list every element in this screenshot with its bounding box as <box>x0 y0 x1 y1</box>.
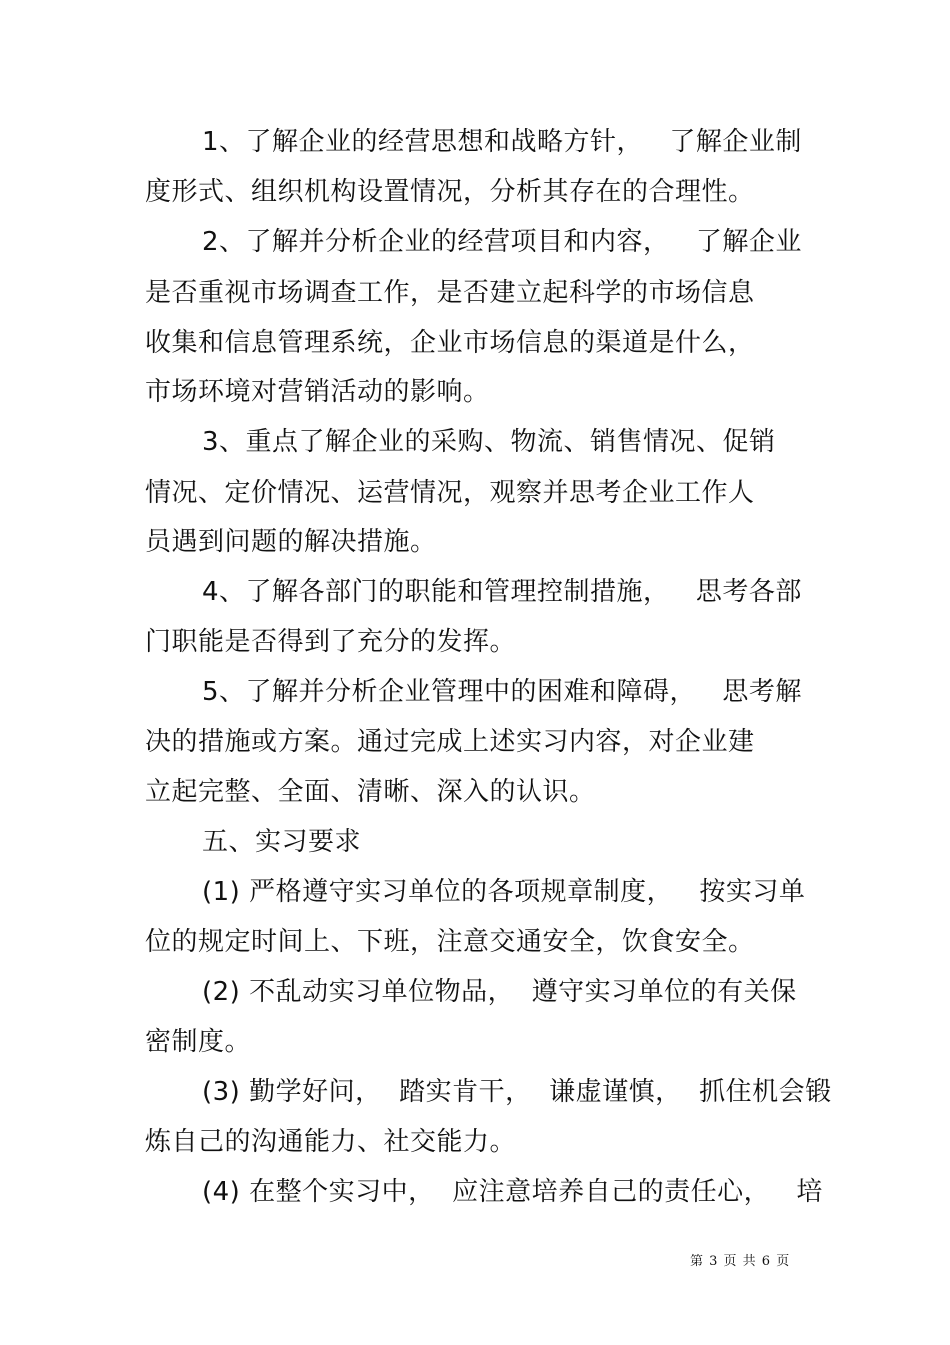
text-line: 度形式、组织机构设置情况，分析其存在的合理性。 <box>145 177 755 207</box>
text-line: 收集和信息管理系统，企业市场信息的渠道是什么， <box>145 328 755 358</box>
text-line: 5、了解并分析企业管理中的困难和障碍， 思考解 <box>202 677 802 707</box>
text-line: 4、了解各部门的职能和管理控制措施， 思考各部 <box>202 577 802 607</box>
text-line: 立起完整、全面、清晰、深入的认识。 <box>145 777 596 807</box>
text-line: 密制度。 <box>145 1027 252 1057</box>
text-line: 位的规定时间上、下班，注意交通安全，饮食安全。 <box>145 927 755 957</box>
text-line: 1、了解企业的经营思想和战略方针， 了解企业制 <box>202 127 802 157</box>
text-line: 3、重点了解企业的采购、物流、销售情况、促销 <box>202 427 776 457</box>
text-line: 决的措施或方案。通过完成上述实习内容，对企业建 <box>145 727 755 757</box>
text-line: (2) 不乱动实习单位物品， 遵守实习单位的有关保 <box>202 977 797 1007</box>
text-line: 是否重视市场调查工作，是否建立起科学的市场信息 <box>145 278 755 308</box>
text-line: 门职能是否得到了充分的发挥。 <box>145 627 517 657</box>
text-line: 员遇到问题的解决措施。 <box>145 527 437 557</box>
text-line: (1) 严格遵守实习单位的各项规章制度， 按实习单 <box>202 877 806 907</box>
text-line: 2、了解并分析企业的经营项目和内容， 了解企业 <box>202 227 802 257</box>
text-line: 情况、定价情况、运营情况，观察并思考企业工作人 <box>145 478 755 508</box>
text-line: (3) 勤学好问， 踏实肯干， 谦虚谨慎， 抓住机会锻 <box>202 1077 832 1107</box>
section-heading: 五、实习要求 <box>202 827 362 857</box>
text-line: (4) 在整个实习中， 应注意培养自己的责任心， 培 <box>202 1177 823 1207</box>
text-line: 市场环境对营销活动的影响。 <box>145 377 490 407</box>
page-number: 第 3 页 共 6 页 <box>690 1254 791 1269</box>
text-line: 炼自己的沟通能力、社交能力。 <box>145 1127 517 1157</box>
